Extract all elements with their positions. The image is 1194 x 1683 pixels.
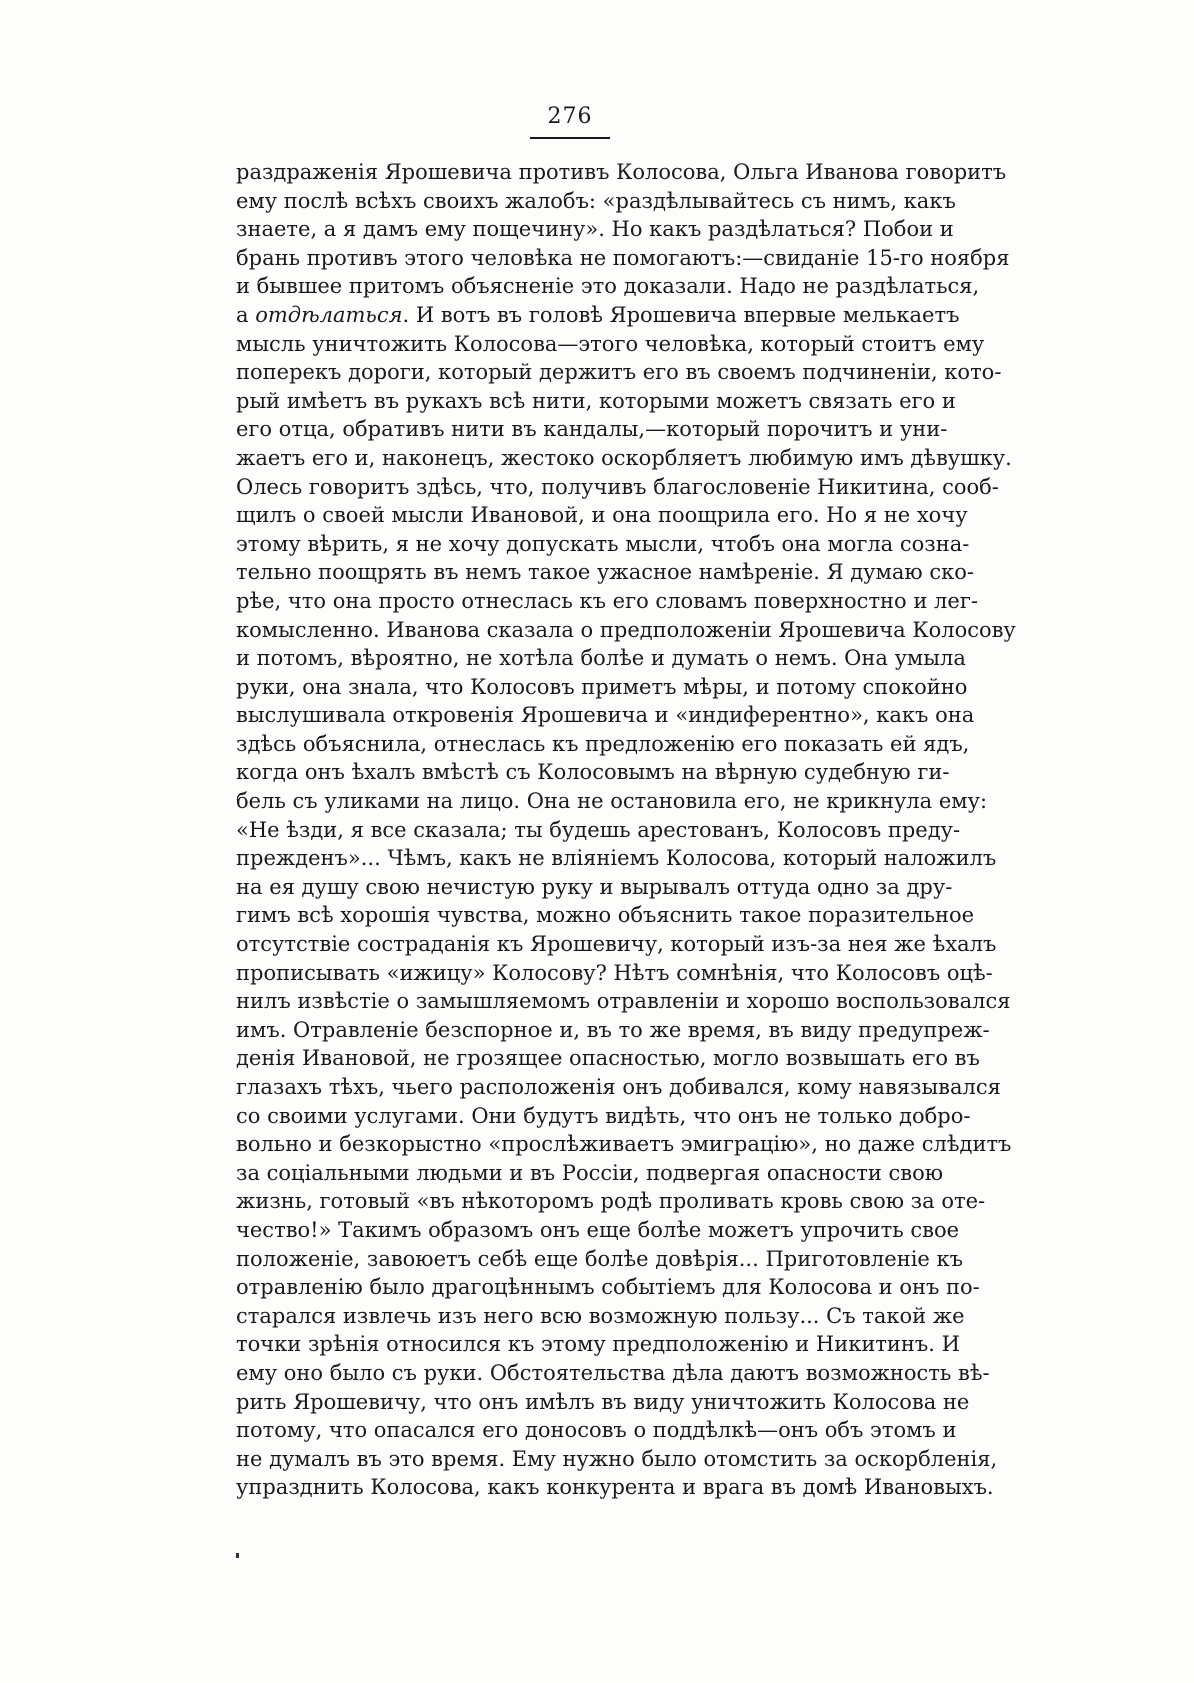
text-line: его отца, обративъ нити въ кандалы,—который порочитъ и уни- — [236, 417, 948, 442]
text-line: рѣе, что она просто отнеслась къ его словамъ поверхностно и лег- — [236, 588, 978, 613]
text-line: глазахъ тѣхъ, чьего расположенія онъ добивался, кому навязывался — [236, 1075, 1001, 1099]
text-line: денія Ивановой, не грозящее опасностью, могло возвышать его въ — [236, 1046, 980, 1071]
text-line: и бывшее притомъ объясненіе это доказали. Надо не раздѣлаться, — [236, 274, 980, 299]
text-line: мысль уничтожить Колосова—этого человѣка, который стоитъ ему — [236, 331, 985, 356]
text-line: бель съ уликами на лицо. Она не остановила его, не крикнула ему: — [236, 789, 988, 814]
text-line: «Не ѣзди, я все сказала; ты будешь арестованъ, Колосовъ преду- — [236, 817, 961, 842]
text-line-emphasis — [236, 301, 960, 330]
text-line: со своими услугами. Они будутъ видѣть, что онъ не только добро- — [236, 1103, 971, 1128]
text-line: тельно поощрять въ немъ такое ужасное намѣреніе. Я думаю ско- — [236, 560, 974, 585]
text-line: знаете, а я дамъ ему пощечину». Но какъ раздѣлаться? Побои и — [236, 217, 954, 242]
text-line: брань противъ этого человѣка не помогаютъ:—свиданіе 15-го ноября — [236, 245, 1010, 270]
text-line: отсутствіе состраданія къ Ярошевичу, который изъ-за нея же ѣхалъ — [236, 932, 997, 957]
body-text — [236, 158, 1016, 1502]
text-line: раздраженія Ярошевича противъ Колосова, Ольга Иванова говоритъ — [236, 160, 1007, 184]
text-line: здѣсь объяснила, отнеслась къ предложенію его показать ей ядъ, — [236, 731, 970, 756]
text-line: вольно и безкорыстно «прослѣживаетъ эмиграцію», но даже слѣдитъ — [236, 1132, 1012, 1157]
text-line: руки, она знала, что Колосовъ приметъ мѣры, и потому спокойно — [236, 674, 968, 699]
line-prefix: а — [236, 302, 256, 327]
text-line: положеніе, завоюетъ себѣ еще болѣе довѣрія... Приготовленіе къ — [236, 1246, 964, 1271]
text-line: отравленію было драгоцѣннымъ событіемъ для Колосова и онъ по- — [236, 1275, 980, 1300]
text-line: рить Ярошевичу, что онъ имѣлъ въ виду уничтожить Колосова не — [236, 1389, 970, 1414]
text-line: поперекъ дороги, который держитъ его въ своемъ подчиненіи, кото- — [236, 360, 1002, 385]
text-line-final: упразднить Колосова, какъ конкурента и врага въ домѣ Ивановыхъ. — [236, 1475, 994, 1500]
text-line: точки зрѣнія относился къ этому предположенію и Никитинъ. И — [236, 1332, 960, 1357]
text-line: прежденъ»... Чѣмъ, какъ не вліяніемъ Колосова, который наложилъ — [236, 846, 997, 871]
page-number-rule — [530, 137, 610, 139]
text-line: имъ. Отравленіе безспорное и, въ то же время, въ виду предупреж- — [236, 1017, 990, 1042]
text-line: не думалъ въ это время. Ему нужно было отомстить за оскорбленія, — [236, 1446, 998, 1471]
text-line: гимъ всѣ хорошія чувства, можно объяснить такое поразительное — [236, 903, 975, 928]
text-line: выслушивала откровенія Ярошевича и «индиферентно», какъ она — [236, 703, 975, 728]
text-line: комысленно. Иванова сказала о предположеніи Ярошевича Колосову — [236, 617, 1016, 642]
text-line: Олесь говоритъ здѣсь, что, получивъ благословеніе Никитина, сооб- — [236, 474, 999, 499]
text-line: чество!» Такимъ образомъ онъ еще болѣе можетъ упрочить свое — [236, 1217, 960, 1242]
text-line: жизнь, готовый «въ нѣкоторомъ родѣ проливать кровь свою за оте- — [236, 1189, 986, 1214]
text-line: и потомъ, вѣроятно, не хотѣла болѣе и думать о немъ. Она умыла — [236, 646, 966, 671]
text-line: старался извлечь изъ него всю возможную пользу... Съ такой же — [236, 1303, 965, 1328]
emphasized-word: отдѣлаться — [255, 302, 403, 327]
text-line: прописывать «ижицу» Колосову? Нѣтъ сомнѣнія, что Колосовъ оцѣ- — [236, 960, 993, 985]
text-line: когда онъ ѣхалъ вмѣстѣ съ Колосовымъ на вѣрную судебную ги- — [236, 760, 950, 785]
text-line: потому, что опасался его доносовъ о поддѣлкѣ—онъ объ этомъ и — [236, 1418, 957, 1443]
print-speck — [236, 1553, 239, 1558]
text-line: нилъ извѣстіе о замышляемомъ отравленіи и хорошо воспользовался — [236, 989, 1011, 1014]
text-line: ему оно было съ руки. Обстоятельства дѣла даютъ возможность вѣ- — [236, 1360, 990, 1385]
page-number: 276 — [547, 104, 593, 129]
text-line: этому вѣрить, я не хочу допускать мысли, чтобъ она могла созна- — [236, 531, 970, 556]
text-line: щилъ о своей мысли Ивановой, и она поощрила его. Но я не хочу — [236, 503, 968, 528]
text-line: за соціальными людьми и въ Россіи, подвергая опасности свою — [236, 1160, 943, 1185]
text-line: ему послѣ всѣхъ своихъ жалобъ: «раздѣлывайтесь съ нимъ, какъ — [236, 188, 956, 213]
text-line: на ея душу свою нечистую руку и вырывалъ оттуда одно за дру- — [236, 874, 953, 899]
line-suffix: . И вотъ въ головѣ Ярошевича впервые мелькаетъ — [402, 302, 960, 327]
text-line: рый имѣетъ въ рукахъ всѣ нити, которыми можетъ связать его и — [236, 388, 956, 413]
text-line: жаетъ его и, наконецъ, жестоко оскорбляетъ любимую имъ дѣвушку. — [236, 445, 1012, 470]
